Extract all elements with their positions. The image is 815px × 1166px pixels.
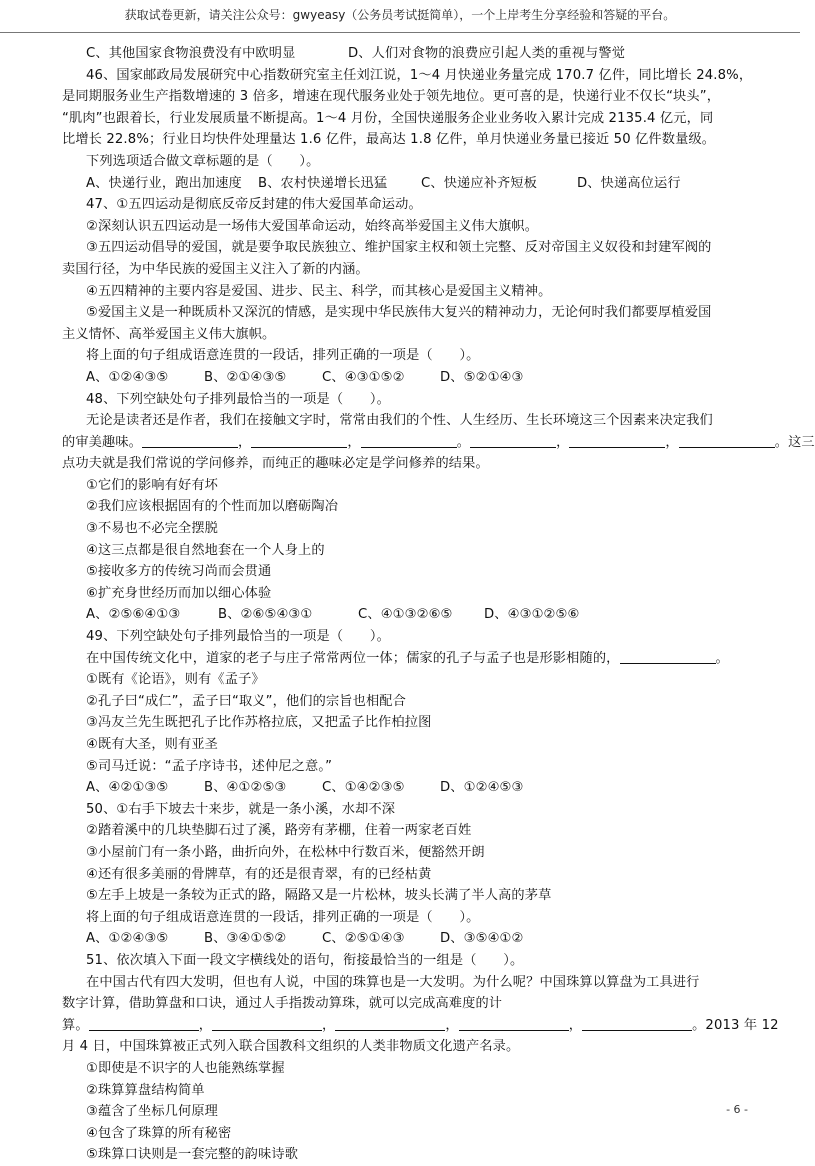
q45-option-c: C、其他国家食物浪费没有中欧明显	[86, 46, 296, 61]
page-header: 获取试卷更新，请关注公众号：gwyeasy（公务员考试挺简单），一个上岸考生分享经验和答疑的平台。	[0, 0, 800, 33]
q47-sentence-5-line-2: 主义情怀、高举爱国主义伟大旗帜。	[62, 326, 276, 342]
q48-item-3: ③不易也不必完全摆脱	[86, 521, 219, 537]
q48-blank-1	[142, 434, 238, 448]
q48-paragraph-line-1: 无论是读者还是作者，我们在接触文字时，常常由我们的个性、人生经历、生长环境这三个因素来决定我们	[86, 413, 713, 429]
q49-option-b: B、④①②⑤③	[204, 780, 287, 796]
q48-blank-6	[679, 434, 775, 448]
q49-option-a: A、④②①③⑤	[86, 780, 169, 796]
q49-item-5: ⑤司马迁说：“孟子序诗书，述仲尼之意。”	[86, 758, 333, 774]
q49-options	[62, 777, 762, 799]
q49-stem: 49、下列空缺处句子排列最恰当的一项是（ ）。	[86, 629, 390, 645]
q50-option-d: D、③⑤④①②	[440, 931, 524, 947]
q51-blank-2	[212, 1017, 322, 1031]
q51-blank-3	[335, 1017, 445, 1031]
q48-blank-3	[361, 434, 457, 448]
q48-item-5: ⑤接收多方的传统习尚而会贯通	[86, 564, 272, 580]
q45-option-d: D、人们对食物的浪费应引起人类的重视与警觉	[348, 46, 626, 61]
q51-blank-1	[89, 1017, 199, 1031]
q50-stem: 将上面的句子组成语意连贯的一段话，排列正确的一项是（ ）。	[86, 909, 480, 925]
q48-options	[62, 604, 762, 626]
q51-item-3: ③蕴含了坐标几何原理	[86, 1104, 219, 1120]
q46-option-c: C、快递应补齐短板	[421, 175, 538, 191]
q47-option-d: D、⑤②①④③	[440, 369, 524, 385]
q48-option-a: A、②⑤⑥④①③	[86, 607, 181, 623]
q49-item-1: ①既有《论语》，则有《孟子》	[86, 672, 265, 688]
q47-options	[62, 367, 762, 389]
q51-paragraph-line-2: 数字计算，借助算盘和口诀，通过人手指拨动算珠，就可以完成高难度的计	[62, 996, 503, 1012]
q50-item-5: ⑤左手上坡是一条较为正式的路，隔路又是一片松林，坡头长满了半人高的茅草	[86, 888, 552, 904]
q50-option-c: C、②⑤①④③	[322, 931, 405, 947]
q48-blank-2	[251, 434, 347, 448]
q46-paragraph-line-3: “肌肉”也跟着长，行业发展质量不断提高。1～4 月份，全国快递服务企业业务收入累计完成 2135.4 亿元，同	[62, 110, 714, 126]
q45-options	[62, 43, 762, 65]
q47-sentence-4: ④五四精神的主要内容是爱国、进步、民主、科学，而其核心是爱国主义精神。	[86, 283, 552, 299]
q47-option-c: C、④③①⑤②	[322, 369, 405, 385]
q49-option-d: D、①②④⑤③	[440, 780, 524, 796]
q47-option-a: A、①②④③⑤	[86, 369, 169, 385]
q48-item-1: ①它们的影响有好有坏	[86, 477, 219, 493]
q50-option-a: A、①②④③⑤	[86, 931, 169, 947]
q46-option-b: B、农村快递增长迅猛	[258, 175, 388, 191]
q48-blank-5	[569, 434, 665, 448]
q47-sentence-3-line-2: 卖国行径，为中华民族的爱国主义注入了新的内涵。	[62, 261, 369, 277]
q50-item-2: ②踏着溪中的几块垫脚石过了溪，路旁有茅棚，住着一两家老百姓	[86, 823, 472, 839]
q51-item-5: ⑤珠算口诀则是一套完整的韵味诗歌	[86, 1147, 299, 1163]
q50-item-3: ③小屋前门有一条小路，曲折向外，在松林中行数百米，便豁然开朗	[86, 844, 485, 860]
q46-option-a: A、快递行业，跑出加速度	[86, 175, 242, 191]
q46-option-d: D、快递高位运行	[577, 175, 681, 191]
q47-sentence-1: 47、①五四运动是彻底反帝反封建的伟大爱国革命运动。	[86, 197, 422, 213]
q49-item-4: ④既有大圣，则有亚圣	[86, 737, 219, 752]
q47-option-b: B、②①④③⑤	[204, 369, 287, 385]
q51-stem: 51、依次填入下面一段文字横线处的语句，衔接最恰当的一组是（ ）。	[86, 952, 524, 968]
exam-content	[62, 43, 815, 1166]
q49-item-3: ③冯友兰先生既把孔子比作苏格拉底，又把孟子比作柏拉图	[86, 715, 432, 731]
q50-option-b: B、③④①⑤②	[204, 931, 287, 947]
q48-option-d: D、④③①②⑤⑥	[484, 607, 580, 623]
q48-paragraph-line-3: 点功夫就是我们常说的学问修养，而纯正的趣味必定是学问修养的结果。	[62, 456, 489, 472]
q46-paragraph-line-2: 是同期服务业生产指数增速的 3 倍多，增速在现代服务业处于领先地位。更可喜的是，快递行业不仅长“块头”，	[62, 89, 721, 105]
q47-stem: 将上面的句子组成语意连贯的一段话，排列正确的一项是（ ）。	[86, 348, 480, 364]
q49-paragraph: 在中国传统文化中，道家的老子与庄子常常两位一体；儒家的孔子与孟子也是形影相随的， 。	[86, 650, 729, 666]
q48-item-4: ④这三点都是很自然地套在一个人身上的	[86, 542, 325, 558]
q48-option-c: C、④①③②⑥⑤	[358, 607, 453, 623]
q46-options	[62, 173, 762, 195]
q51-paragraph-line-1: 在中国古代有四大发明，但也有人说，中国的珠算也是一大发明。为什么呢？中国珠算以算盘为工具进行	[86, 974, 700, 990]
q46-paragraph-line-1: 46、国家邮政局发展研究中心指数研究室主任刘江说，1～4 月快递业务量完成 170.7 亿件，同比增长 24.8%，	[86, 67, 753, 83]
q51-paragraph-line-4: 月 4 日，中国珠算被正式列入联合国教科文组织的人类非物质文化遗产名录。	[62, 1039, 520, 1055]
q50-item-4: ④还有很多美丽的骨牌草，有的还是很青翠，有的已经枯黄	[86, 866, 432, 882]
q51-paragraph-line-3: 算。 ， ， ， ， 。2013 年 12	[62, 1017, 779, 1033]
q48-item-6: ⑥扩充身世经历而加以细心体验	[86, 585, 272, 601]
q50-item-1: 50、①右手下坡去十来步，就是一条小溪，水却不深	[86, 801, 396, 817]
q49-blank	[620, 650, 716, 664]
q48-paragraph-line-2: 的审美趣味。 ， ， 。 ， ， 。这三	[62, 434, 815, 450]
q51-item-2: ②珠算算盘结构简单	[86, 1082, 205, 1098]
q51-item-1: ①即使是不识字的人也能熟练掌握	[86, 1060, 285, 1076]
page-number: - 6 -	[726, 1103, 748, 1116]
q46-paragraph-line-4: 比增长 22.8%；行业日均快件处理量达 1.6 亿件，最高达 1.8 亿件，单月快递业务量已接近 50 亿件数量级。	[62, 132, 716, 148]
q47-sentence-2: ②深刻认识五四运动是一场伟大爱国革命运动，始终高举爱国主义伟大旗帜。	[86, 218, 539, 234]
q47-sentence-3-line-1: ③五四运动倡导的爱国，就是要争取民族独立、维护国家主权和领土完整、反对帝国主义奴役和封建军阀的	[86, 240, 712, 256]
q51-blank-5	[582, 1017, 692, 1031]
q48-stem: 48、下列空缺处句子排列最恰当的一项是（ ）。	[86, 391, 390, 407]
q46-stem: 下列选项适合做文章标题的是（ ）。	[86, 153, 320, 169]
q47-sentence-5-line-1: ⑤爱国主义是一种既质朴又深沉的情感，是实现中华民族伟大复兴的精神动力，无论何时我们都要厚植爱国	[86, 305, 712, 321]
q48-blank-4	[470, 434, 556, 448]
q48-option-b: B、②⑥⑤④③①	[218, 607, 313, 623]
q49-option-c: C、①④②③⑤	[322, 780, 405, 796]
q48-item-2: ②我们应该根据固有的个性而加以磨砺陶冶	[86, 499, 339, 515]
q50-options	[62, 928, 762, 950]
q51-blank-4	[459, 1017, 569, 1031]
q49-item-2: ②孔子曰“成仁”，孟子曰“取义”，他们的宗旨也相配合	[86, 693, 406, 709]
q51-item-4: ④包含了珠算的所有秘密	[86, 1125, 232, 1141]
